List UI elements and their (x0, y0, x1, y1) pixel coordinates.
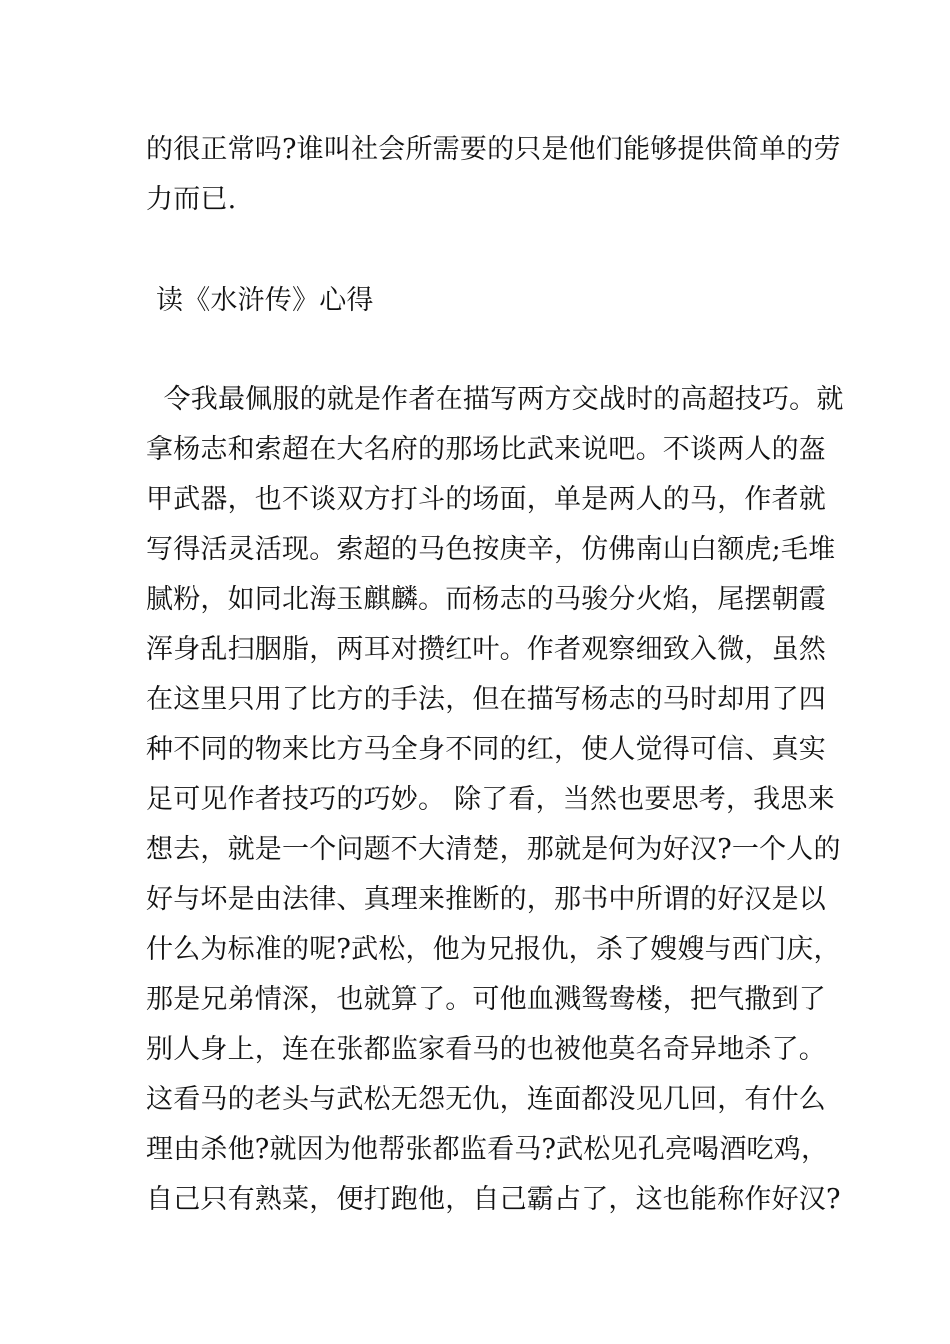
body-line-5: 腻粉，如同北海玉麒麟。而杨志的马骏分火焰，尾摆朝霞 (146, 584, 826, 615)
intro-line-2: 力而已. (146, 184, 237, 215)
body-line-1: 令我最佩服的就是作者在描写两方交战时的高超技巧。就 (146, 384, 844, 415)
body-line-8: 种不同的物来比方马全身不同的红，使人觉得可信、真实 (146, 734, 826, 765)
body-line-3: 甲武器，也不谈双方打斗的场面，单是两人的马，作者就 (146, 484, 826, 515)
body-line-9: 足可见作者技巧的巧妙。 除了看，当然也要思考，我思来 (146, 784, 835, 815)
body-line-12: 什么为标准的呢?武松，他为兄报仇，杀了嫂嫂与西门庆， (146, 934, 841, 965)
body-line-7: 在这里只用了比方的手法，但在描写杨志的马时却用了四 (146, 684, 826, 715)
body-line-17: 自己只有熟菜，便打跑他，自己霸占了，这也能称作好汉? (146, 1184, 841, 1215)
intro-line-1: 的很正常吗?谁叫社会所需要的只是他们能够提供简单的劳 (146, 134, 841, 165)
body-line-2: 拿杨志和索超在大名府的那场比武来说吧。不谈两人的盔 (146, 434, 826, 465)
body-line-15: 这看马的老头与武松无怨无仇，连面都没见几回，有什么 (146, 1084, 826, 1115)
body-line-13: 那是兄弟情深，也就算了。可他血溅鸳鸯楼，把气撒到了 (146, 984, 826, 1015)
body-line-14: 别人身上，连在张都监家看马的也被他莫名奇异地杀了。 (146, 1034, 826, 1065)
body-line-4: 写得活灵活现。索超的马色按庚辛，仿佛南山白额虎;毛堆 (146, 534, 836, 565)
body-line-6: 浑身乱扫胭脂，两耳对攒红叶。作者观察细致入微，虽然 (146, 634, 826, 665)
body-line-16: 理由杀他?就因为他帮张都监看马?武松见孔亮喝酒吃鸡， (146, 1134, 829, 1165)
section-title: 读《水浒传》心得 (156, 285, 374, 316)
body-line-10: 想去，就是一个问题不大清楚，那就是何为好汉?一个人的 (146, 834, 841, 865)
body-line-11: 好与坏是由法律、真理来推断的，那书中所谓的好汉是以 (146, 884, 826, 915)
